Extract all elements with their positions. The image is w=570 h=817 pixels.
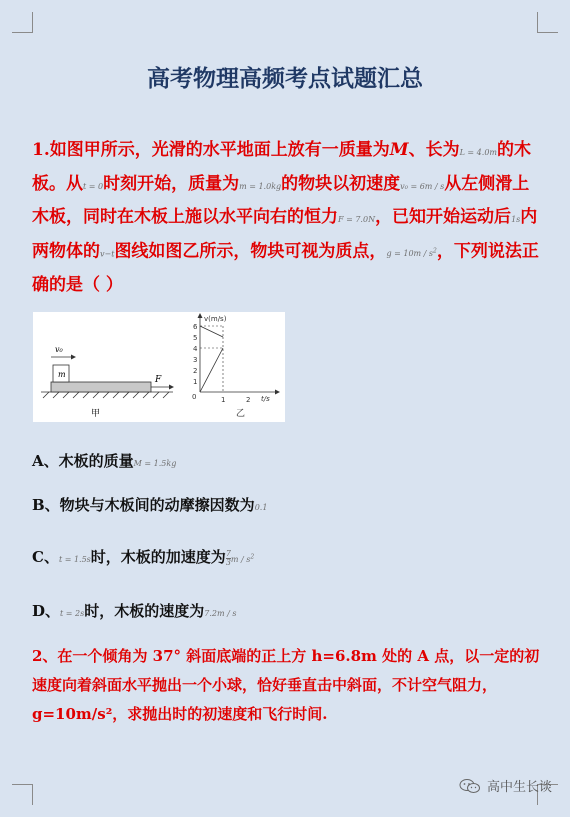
q1-text-2: 、长为 [408,140,460,160]
q1-formula-g [386,249,436,258]
option-c[interactable] [32,546,254,567]
force-arrowhead [169,385,174,390]
option-a-label: A、木板的质量 [32,452,134,470]
option-c-numerator: 7 [225,548,231,558]
xtick-2: 2 [246,396,251,404]
force-label: F [155,375,162,385]
ytick-0: 0 [192,393,197,401]
question-1-figure [33,312,285,422]
q1-text-7: ，已知开始运动后 [375,207,512,227]
q1-text-9: 图线如图乙所示，物块可视为质点， [114,241,387,262]
ytick-2: 2 [193,367,198,375]
q1-formula-v0: v₀ = 6m / s [400,181,445,191]
v0-arrowhead [71,355,76,360]
option-d-value: 7.2m / s [204,609,237,618]
q1-text-4: 时刻开始，质量为 [103,173,240,194]
ytick-4: 4 [193,345,198,353]
option-d[interactable] [32,600,236,621]
caption-yi: 乙 [236,409,246,419]
plank-vt-line [200,348,223,392]
corner-mark-top-left [12,12,33,33]
option-a-formula: M = 1.5kg [133,459,177,468]
q1-text-3: 的木板。从 [32,140,531,194]
q1-text-10: ，下列说法正确的是（ ） [32,241,539,295]
option-b-label: B、物块与木板间的动摩擦因数为 [32,496,255,514]
q1-formula-1s: 1s [511,215,521,224]
q1-formula-t0: t = 0 [83,181,104,191]
ytick-3: 3 [193,356,198,364]
option-c-unit-exponent: 2 [250,553,255,561]
q1-text-6: 从左侧滑上木板，同时在木板上施以水平向右的恒力 [32,173,530,227]
q1-text-8: 内两物体的 [32,207,538,262]
figure-svg [33,312,285,422]
q1-formula-g-text: g = 10m / s [386,249,433,259]
q1-symbol-M: M [389,140,409,160]
option-a[interactable] [32,450,176,471]
option-b-formula: 0.1 [254,503,268,512]
t-axis-arrowhead [275,390,280,395]
q1-text-5: 的物块以初速度 [281,173,401,194]
q1-formula-F: F = 7.0N [338,215,376,224]
option-c-unit-text: m / s [230,555,251,564]
ytick-1: 1 [193,378,198,386]
diagram-jia [41,345,174,419]
option-c-label: 时，木板的加速度为 [90,548,226,566]
question-1 [32,135,540,301]
q1-text-1: 1.如图甲所示，光滑的水平地面上放有一质量为 [32,140,390,160]
xtick-1: 1 [221,396,226,404]
ground-hatch [41,392,173,398]
corner-mark-bottom-left [12,784,33,805]
watermark-text: 高中生长谈 [486,780,552,795]
watermark [459,776,552,795]
q1-formula-L: L = 4.0m [459,148,497,157]
option-c-denominator: 3 [225,557,231,567]
q1-formula-m: m = 1.0kg [239,181,282,191]
option-b[interactable] [32,494,267,515]
t-axis-label: t/s [261,395,270,403]
question-2: 2、在一个倾角为 37° 斜面底端的正上方 h=6.8m 处的 A 点，以一定的初速度向着斜面水平抛出一个小球，恰好垂直击中斜面，不计空气阻力，g=10m/s²，求抛出时的初速度和飞行时间. [32,647,540,723]
page-title: 高考物理高频考点试题汇总 [147,66,423,92]
caption-jia: 甲 [91,409,101,419]
option-d-formula: t = 2s [60,609,85,618]
v-axis-arrowhead [198,313,203,318]
block-label: m [58,370,66,379]
option-d-label: 时，木板的速度为 [84,602,205,620]
option-c-unit [231,555,254,564]
v0-label: v₀ [55,345,63,354]
block-vt-line [200,326,223,337]
q1-formula-vt: v−t [100,249,115,259]
v-axis-label: v(m/s) [204,315,227,323]
q1-formula-g-exponent: 2 [433,247,437,255]
diagram-yi [192,313,280,419]
option-d-prefix: D、 [32,602,61,620]
plank [51,382,151,392]
ytick-6: 6 [193,323,198,331]
corner-mark-top-right [537,12,558,33]
option-c-prefix: C、 [32,548,59,566]
option-c-formula: t = 1.5s [58,555,91,564]
ytick-5: 5 [193,334,198,342]
wechat-icon [459,778,481,794]
